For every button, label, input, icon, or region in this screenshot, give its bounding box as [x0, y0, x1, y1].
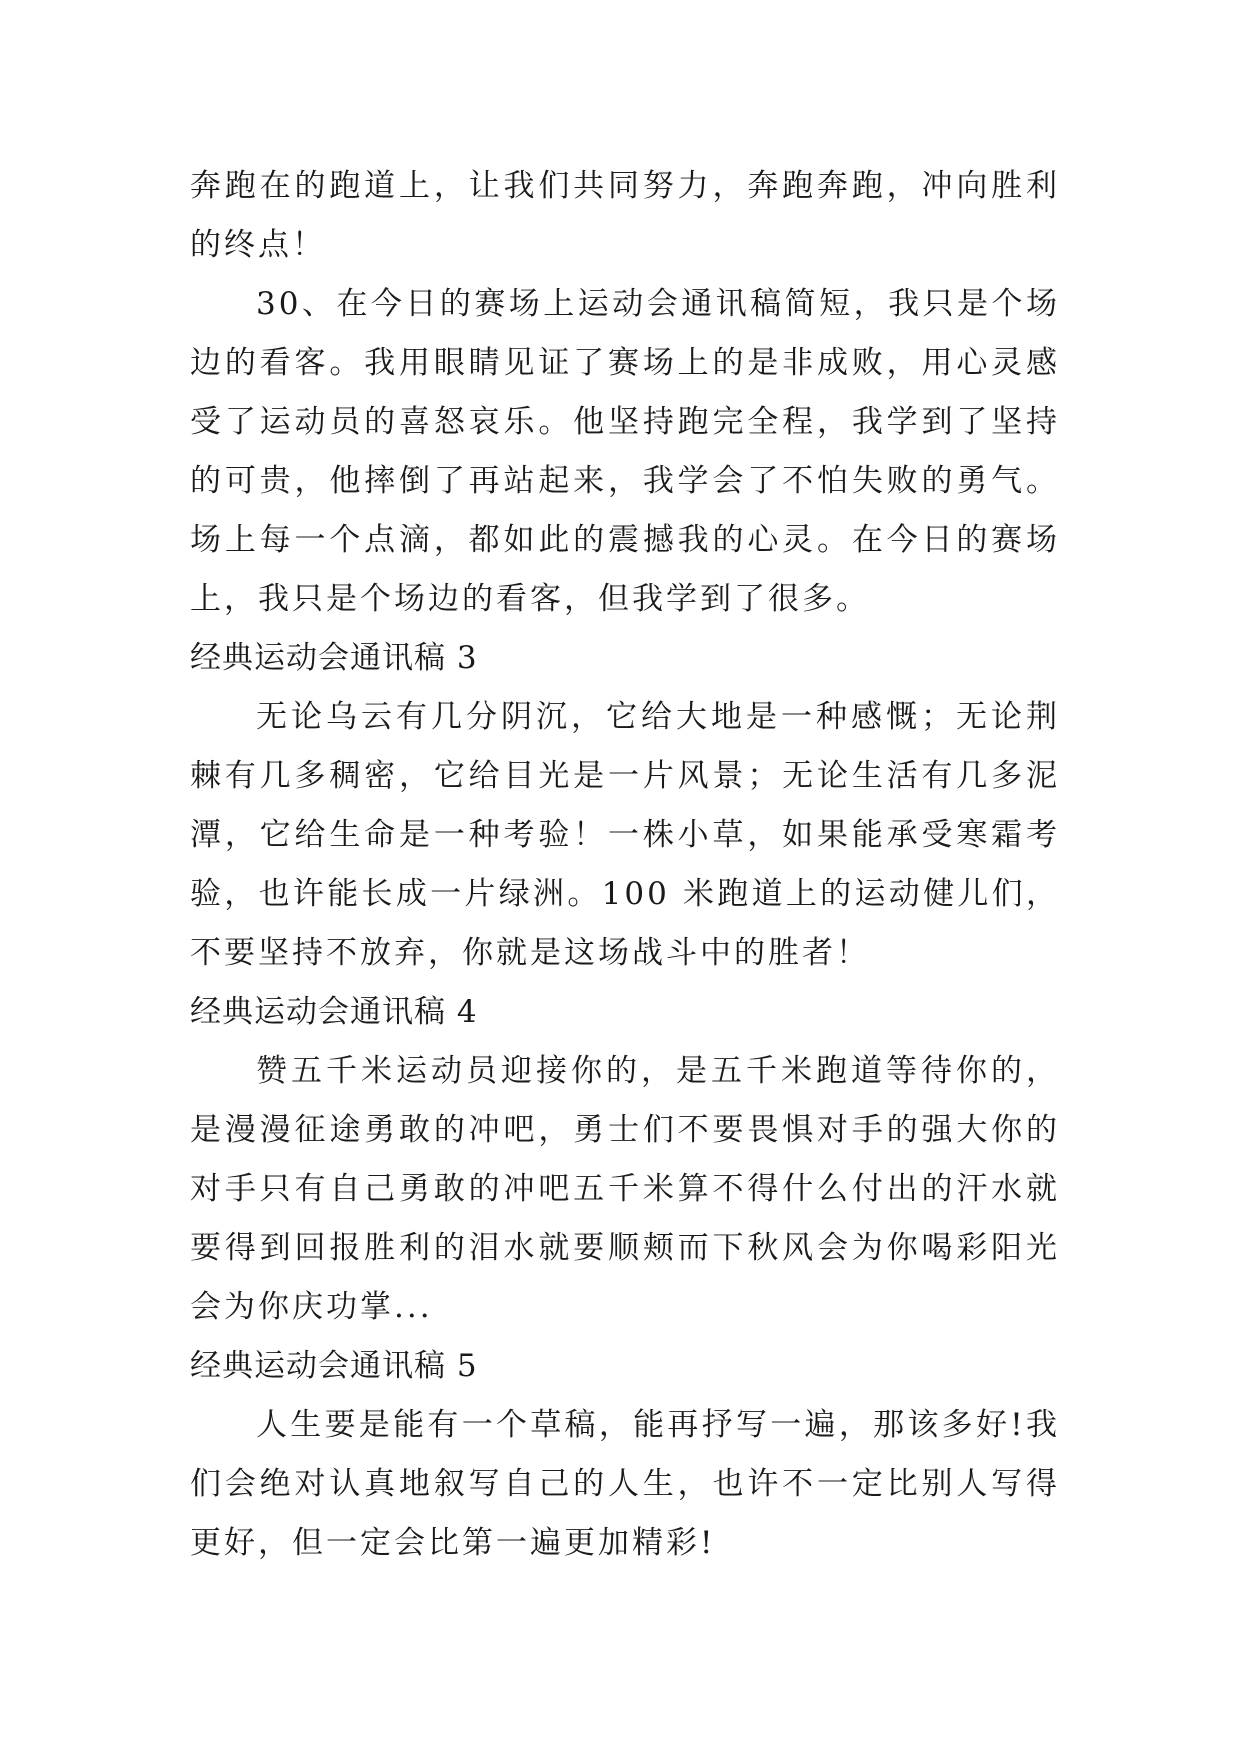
paragraph-section-5: 人生要是能有一个草稿，能再抒写一遍，那该多好!我们会绝对认真地叙写自己的人生，也许不一定比别人写得更好，但一定会比第一遍更加精彩!: [190, 1407, 1060, 1561]
document-body: [190, 157, 1060, 1573]
paragraph-section-4: 赞五千米运动员迎接你的，是五千米跑道等待你的，是漫漫征途勇敢的冲吧，勇士们不要畏惧对手的强大你的对手只有自己勇敢的冲吧五千米算不得什么付出的汗水就要得到回报胜利的泪水就要顺颊而下秋风会为你喝彩阳光会为你庆功掌...: [190, 1053, 1060, 1325]
section-heading-3: 经典运动会通讯稿 3: [190, 640, 478, 676]
paragraph-item-30: 30、在今日的赛场上运动会通讯稿简短，我只是个场边的看客。我用眼睛见证了赛场上的是非成败，用心灵感受了运动员的喜怒哀乐。他坚持跑完全程，我学到了坚持的可贵，他摔倒了再站起来，我学会了不怕失败的勇气。场上每一个点滴，都如此的震撼我的心灵。在今日的赛场上，我只是个场边的看客，但我学到了很多。: [190, 286, 1060, 617]
section-heading-5: 经典运动会通讯稿 5: [190, 1348, 478, 1384]
paragraph-continuation: 奔跑在的跑道上，让我们共同努力，奔跑奔跑，冲向胜利的终点！: [190, 168, 1060, 263]
paragraph-section-3: 无论乌云有几分阴沉，它给大地是一种感慨；无论荆棘有几多稠密，它给目光是一片风景；无论生活有几多泥潭，它给生命是一种考验！一株小草，如果能承受寒霜考验，也许能长成一片绿洲。100 米跑道上的运动健儿们，不要坚持不放弃，你就是这场战斗中的胜者！: [190, 699, 1060, 971]
section-heading-4: 经典运动会通讯稿 4: [190, 994, 478, 1030]
